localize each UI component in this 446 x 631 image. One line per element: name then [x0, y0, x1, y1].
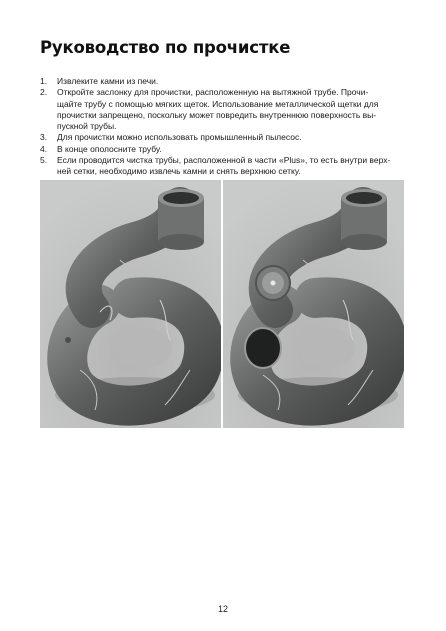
- step-text-line: прочистки запрещено, поскольку может повредить внутреннюю поверхность вы-: [57, 109, 377, 120]
- step-number: 4.: [40, 143, 48, 154]
- step-number: 5.: [40, 155, 48, 166]
- step-text-line: пускной трубы.: [57, 121, 117, 132]
- instruction-list: [40, 76, 410, 178]
- step-text-line: щайте трубу с помощью мягких щеток. Использование металлической щетки для: [57, 98, 379, 109]
- list-item: [40, 144, 410, 155]
- step-number: 1.: [40, 76, 48, 86]
- page-title: Руководство по прочистке: [40, 38, 291, 57]
- list-item: [40, 76, 410, 87]
- step-text-line: Если проводится чистка трубы, расположенной в части «Plus», то есть внутри верх-: [57, 155, 391, 166]
- pipe-photo-closed: [40, 180, 221, 428]
- list-item: [40, 132, 410, 143]
- pipe-photos: [40, 180, 404, 428]
- step-text-line: Извлеките камни из печи.: [57, 76, 159, 86]
- step-text-line: В конце ополосните трубу.: [57, 143, 162, 154]
- pipe-photo-open-hatch: [223, 180, 404, 428]
- list-item: [40, 155, 410, 178]
- step-text-line: Откройте заслонку для прочистки, расположенную на вытяжной трубе. Прочи-: [57, 87, 369, 98]
- page-number: 12: [217, 604, 228, 614]
- list-item: [40, 87, 410, 132]
- step-text-line: Для прочистки можно использовать промышленный пылесос.: [57, 132, 302, 143]
- step-text-line: ней сетки, необходимо извлечь камни и снять верхнюю сетку.: [57, 166, 301, 177]
- step-number: 2.: [40, 87, 48, 98]
- step-number: 3.: [40, 132, 48, 143]
